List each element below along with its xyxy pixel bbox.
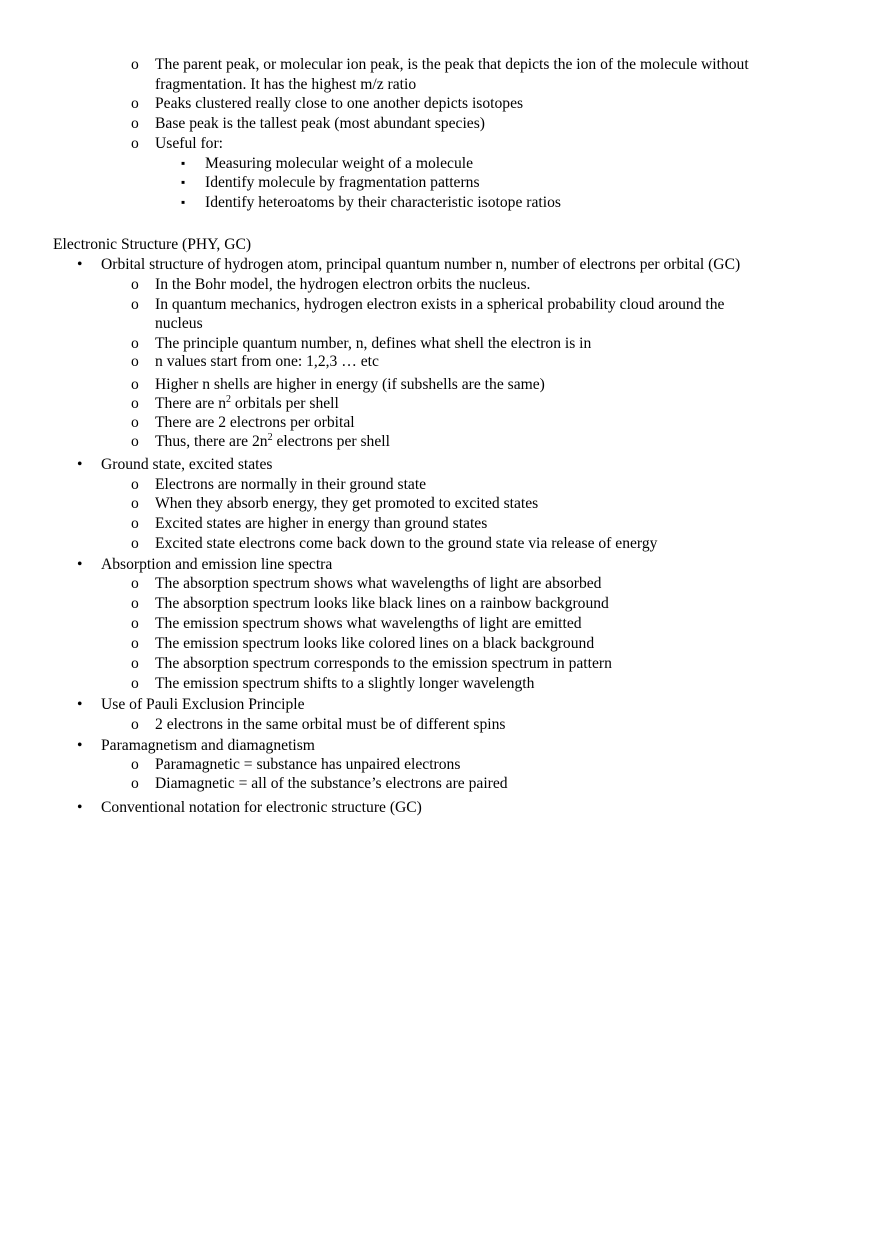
list-item-text: Diamagnetic = all of the substance’s electrons are paired (155, 775, 508, 792)
list-item-text: The principle quantum number, n, defines what shell the electron is in (155, 335, 592, 352)
list-item-text: In quantum mechanics, hydrogen electron exists in a spherical probability cloud around the (155, 296, 725, 313)
list-item-text: n values start from one: 1,2,3 … etc (155, 353, 379, 370)
bullet-item-text: Ground state, excited states (101, 456, 273, 473)
circle-bullet-icon: o (131, 716, 139, 733)
bullet-item-text: Paramagnetism and diamagnetism (101, 737, 315, 754)
sub-list-item-text: Identify heteroatoms by their characteristic isotope ratios (205, 194, 561, 211)
circle-bullet-icon: o (131, 675, 139, 692)
circle-bullet-icon: o (131, 635, 139, 652)
sub-list-item-text: Identify molecule by fragmentation patterns (205, 174, 480, 191)
circle-bullet-icon: o (131, 433, 139, 450)
bullet-icon: • (77, 456, 83, 473)
circle-bullet-icon: o (131, 276, 139, 293)
circle-bullet-icon: o (131, 115, 139, 132)
bullet-icon: • (77, 799, 83, 816)
circle-bullet-icon: o (131, 296, 139, 313)
circle-bullet-icon: o (131, 595, 139, 612)
circle-bullet-icon: o (131, 575, 139, 592)
list-item-text: Excited states are higher in energy than ground states (155, 515, 488, 532)
circle-bullet-icon: o (131, 515, 139, 532)
list-item-text: When they absorb energy, they get promoted to excited states (155, 495, 539, 512)
list-item-text: In the Bohr model, the hydrogen electron orbits the nucleus. (155, 276, 531, 293)
square-bullet-icon: ▪ (181, 175, 186, 189)
bullet-item-text: Use of Pauli Exclusion Principle (101, 696, 305, 713)
circle-bullet-icon: o (131, 353, 139, 370)
section-heading: Electronic Structure (PHY, GC) (53, 236, 252, 253)
circle-bullet-icon: o (131, 535, 139, 552)
list-item-text: 2 electrons in the same orbital must be of different spins (155, 716, 506, 733)
circle-bullet-icon: o (131, 615, 139, 632)
circle-bullet-icon: o (131, 655, 139, 672)
bullet-icon: • (77, 256, 83, 273)
list-item-text: The emission spectrum shows what wavelengths of light are emitted (155, 615, 582, 632)
list-item-text: There are $n^2$ orbitals per shell (155, 394, 339, 412)
list-item-text: Higher n shells are higher in energy (if subshells are the same) (155, 376, 545, 393)
list-item-text: Excited state electrons come back down to the ground state via release of energy (155, 535, 658, 552)
square-bullet-icon: ▪ (181, 195, 186, 209)
list-item-text: The absorption spectrum corresponds to the emission spectrum in pattern (155, 655, 612, 672)
circle-bullet-icon: o (131, 56, 139, 73)
list-item-text: fragmentation. It has the highest m/z ratio (155, 76, 417, 93)
bullet-icon: • (77, 696, 83, 713)
bullet-icon: • (77, 737, 83, 754)
circle-bullet-icon: o (131, 775, 139, 792)
list-item-text: Peaks clustered really close to one another depicts isotopes (155, 95, 524, 112)
list-item-text: Thus, there are $2n^2$ electrons per shell (155, 432, 390, 450)
circle-bullet-icon: o (131, 135, 139, 152)
circle-bullet-icon: o (131, 95, 139, 112)
square-bullet-icon: ▪ (181, 156, 186, 170)
list-item-text: The emission spectrum shifts to a slightly longer wavelength (155, 675, 535, 692)
bullet-icon: • (77, 556, 83, 573)
list-item-text: The parent peak, or molecular ion peak, is the peak that depicts the ion of the molecule without (155, 56, 749, 73)
bullet-item-text: Absorption and emission line spectra (101, 556, 333, 573)
circle-bullet-icon: o (131, 414, 139, 431)
circle-bullet-icon: o (131, 376, 139, 393)
bullet-item-text: Conventional notation for electronic structure (GC) (101, 799, 422, 816)
circle-bullet-icon: o (131, 756, 139, 773)
list-item-text: Paramagnetic = substance has unpaired electrons (155, 756, 461, 773)
list-item-text: There are 2 electrons per orbital (155, 414, 355, 431)
circle-bullet-icon: o (131, 395, 139, 412)
list-item-text: The absorption spectrum looks like black lines on a rainbow background (155, 595, 609, 612)
circle-bullet-icon: o (131, 476, 139, 493)
list-item-text: Electrons are normally in their ground state (155, 476, 427, 493)
list-item-text: nucleus (155, 315, 203, 332)
circle-bullet-icon: o (131, 335, 139, 352)
list-item-text: Useful for: (155, 135, 223, 152)
sub-list-item-text: Measuring molecular weight of a molecule (205, 155, 474, 172)
circle-bullet-icon: o (131, 495, 139, 512)
list-item-text: The absorption spectrum shows what wavelengths of light are absorbed (155, 575, 602, 592)
bullet-item-text: Orbital structure of hydrogen atom, principal quantum number n, number of electrons per orbital (GC) (101, 256, 741, 273)
list-item-text: The emission spectrum looks like colored lines on a black background (155, 635, 595, 652)
list-item-text: Base peak is the tallest peak (most abundant species) (155, 115, 485, 132)
